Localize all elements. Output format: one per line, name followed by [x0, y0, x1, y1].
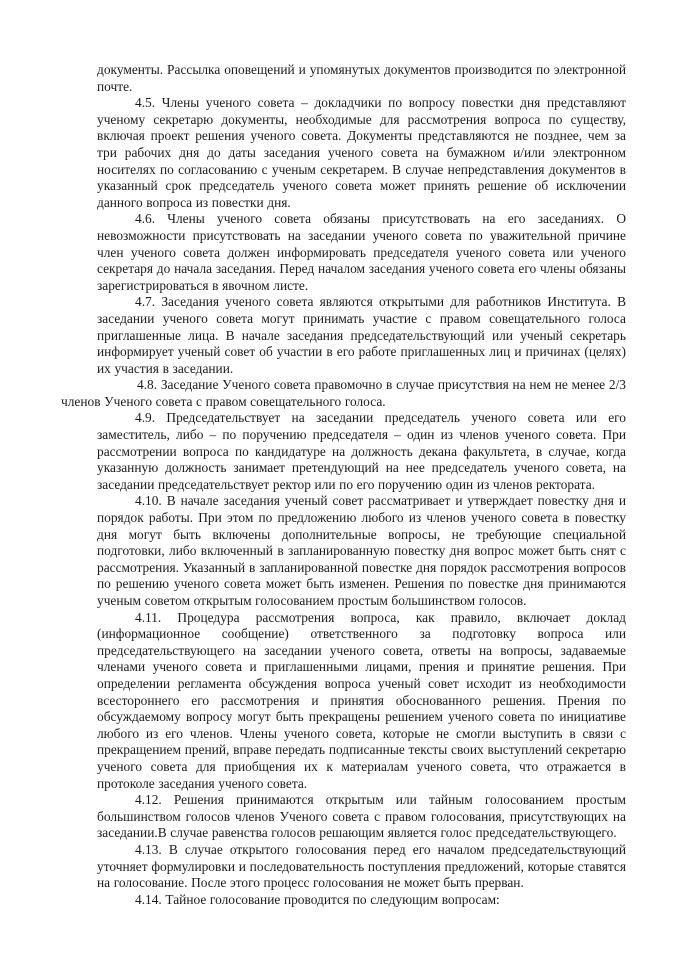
paragraph-4-10: 4.10. В начале заседания ученый совет рассматривает и утверждает повестку дня и порядок работы. При этом по предложению любого из членов ученого совета в повестку дня могут быть включены дополнительные вопросы, не требующие специальной подготовки, либо включенный в запланированную повестку дня вопрос может быть снят с рассмотрения. Указанный в запланированной повестке дня порядок рассмотрения вопросов по решению ученого совета может быть изменен. Решения по повестке дня принимаются ученым советом открытым голосованием простым большинством голосов. — [97, 493, 626, 608]
paragraph-4-14: 4.14. Тайное голосование проводится по следующим вопросам: — [135, 891, 500, 907]
paragraph-4-12: 4.12. Решения принимаются открытым или тайным голосованием простым большинством голосов членов Ученого совета с правом голосования, присутствующих на заседании.В случае равенства голосов решающим является голос председательствующего. — [97, 792, 626, 841]
paragraph-continuation: документы. Рассылка оповещений и упомянутых документов производится по электронной почте. — [97, 62, 626, 94]
paragraph-4-11: 4.11. Процедура рассмотрения вопроса, как правило, включает доклад (информационное сообщение) ответственного за подготовку вопроса или председательствующего на заседании ученого совета, ответы на вопросы, задаваемые членами ученого совета и приглашенными лицами, прения и принятие решения. При определении регламента обсуждения вопроса ученый совет исходит из необходимости всестороннего его рассмотрения и принятия обоснованного решения. Прения по обсуждаемому вопросу могут быть прекращены решением ученого совета по инициативе любого из его членов. Члены ученого совета, которые не смогли выступить в связи с прекращением прений, вправе передать подписанные тексты своих выступлений секретарю ученого совета для приобщения их к материалам ученого совета, что отражается в протоколе заседания ученого совета. — [97, 609, 626, 791]
paragraph-4-5: 4.5. Члены ученого совета – докладчики по вопросу повестки дня представляют ученому секретарю документы, необходимые для рассмотрения вопроса по существу, включая проект решения ученого совета. Документы представляются не позднее, чем за три рабочих дня до даты заседания ученого совета на бумажном и/или электронном носителях по согласованию с ученым секретарем. В случае непредставления документов в указанный срок председатель ученого совета может принять решение об исключении данного вопроса из повестки дня. — [97, 95, 626, 210]
paragraph-4-7: 4.7. Заседания ученого совета являются открытыми для работников Института. В заседании ученого совета могут принимать участие с правом совещательного голоса приглашенные лица. В начале заседания председательствующий или ученый секретарь информирует ученый совет об участии в его работе приглашенных лиц и причинах (целях) их участия в заседании. — [97, 294, 626, 376]
paragraph-4-8: 4.8. Заседание Ученого совета правомочно в случае присутствия на нем не менее 2/3 членов Ученого совета с правом совещательного голоса. — [61, 377, 626, 409]
document-text-block — [61, 62, 626, 908]
paragraph-4-9: 4.9. Председательствует на заседании председатель ученого совета или его заместитель, либо – по поручению председателя – один из членов ученого совета. При рассмотрении вопроса по кандидатуре на должность декана факультета, в случае, когда указанную должность занимает претендующий на нее председатель ученого совета, на заседании председательствует ректор или по его поручению один из членов ректората. — [97, 410, 626, 492]
paragraph-4-13: 4.13. В случае открытого голосования перед его началом председательствующий уточняет формулировки и последовательность поступления предложений, которые ставятся на голосование. После этого процесс голосования не может быть прерван. — [97, 841, 626, 891]
paragraph-4-6: 4.6. Члены ученого совета обязаны присутствовать на его заседаниях. О невозможности присутствовать на заседании ученого совета по уважительной причине член ученого совета должен информировать председателя ученого совета или ученого секретаря до начала заседания. Перед началом заседания ученого совета его члены обязаны зарегистрироваться в явочном листе. — [97, 211, 626, 293]
